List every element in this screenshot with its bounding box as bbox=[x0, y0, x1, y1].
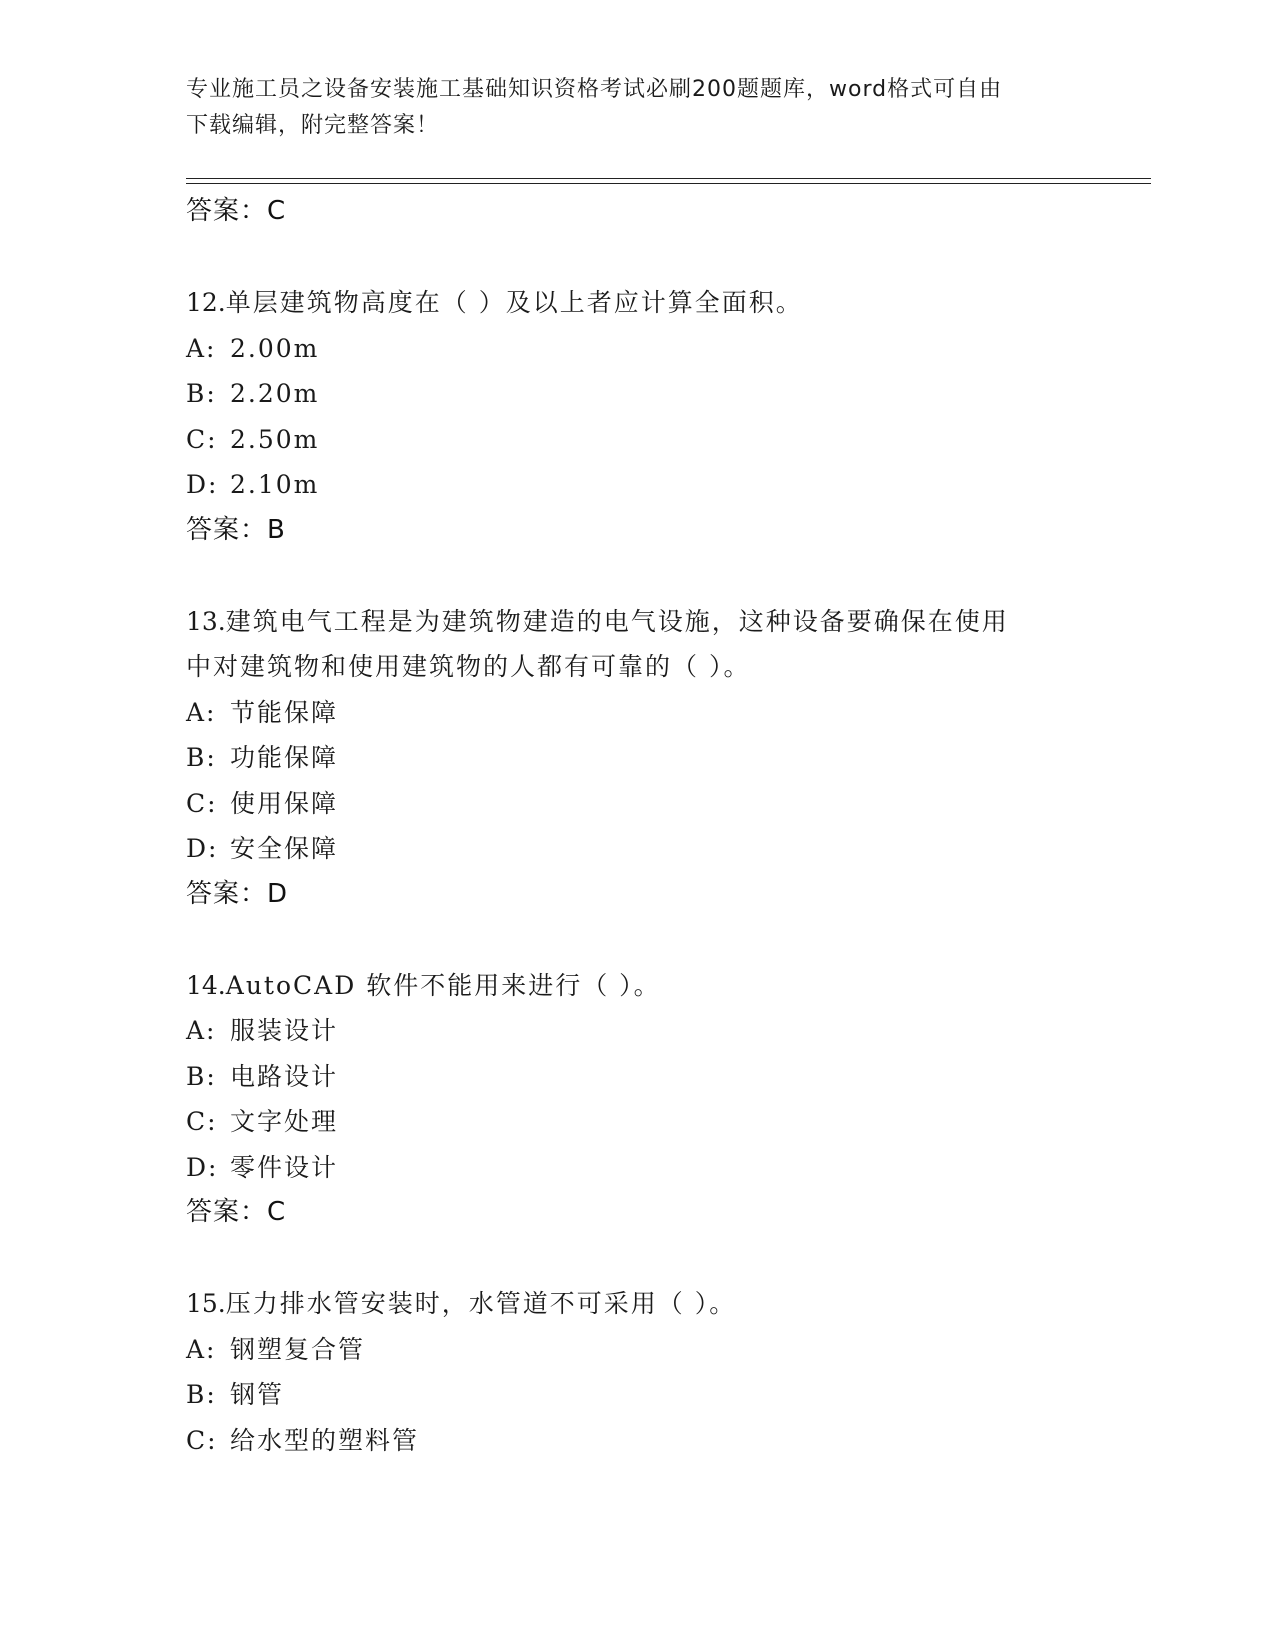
option-label: A: bbox=[186, 1016, 217, 1045]
option-c bbox=[186, 417, 1086, 463]
question-text-line-2: 中对建筑物和使用建筑物的人都有可靠的（ ）。 bbox=[186, 652, 751, 681]
previous-answer: 答案：C bbox=[186, 196, 287, 226]
question-stem bbox=[186, 963, 1086, 1009]
option-b bbox=[186, 1372, 1086, 1418]
question-stem bbox=[186, 1281, 1086, 1327]
option-a bbox=[186, 326, 1086, 372]
option-text: 2.10m bbox=[230, 470, 320, 499]
spacer bbox=[186, 235, 1086, 281]
option-b bbox=[186, 735, 1086, 781]
option-text: 2.50m bbox=[230, 424, 320, 454]
option-d bbox=[186, 1145, 1086, 1191]
option-a bbox=[186, 1327, 1086, 1373]
document-header bbox=[186, 72, 1066, 144]
spacer bbox=[186, 1236, 1086, 1282]
spacer bbox=[186, 917, 1086, 963]
question-text-line-1: 建筑电气工程是为建筑物建造的电气设施，这种设备要确保在使用 bbox=[225, 606, 1009, 636]
option-label: A: bbox=[186, 1334, 217, 1364]
question-number: 15. bbox=[186, 1289, 226, 1318]
option-b bbox=[186, 371, 1086, 417]
option-label: C: bbox=[186, 788, 218, 818]
option-label: D: bbox=[186, 1152, 219, 1182]
option-label: B: bbox=[186, 379, 217, 408]
option-text: 服装设计 bbox=[230, 1016, 339, 1045]
question-number: 12. bbox=[186, 288, 226, 317]
header-line-1: 专业施工员之设备安装施工基础知识资格考试必刷200题题库，word格式可自由 bbox=[186, 77, 1003, 102]
question-12 bbox=[186, 280, 1086, 553]
option-text: 电路设计 bbox=[230, 1061, 339, 1091]
question-stem bbox=[186, 599, 1086, 645]
option-label: D: bbox=[186, 834, 219, 863]
option-text: 钢塑复合管 bbox=[230, 1334, 366, 1364]
option-label: C: bbox=[186, 424, 218, 454]
option-text: 2.00m bbox=[230, 333, 320, 363]
option-text: 节能保障 bbox=[230, 697, 339, 727]
option-text: 给水型的塑料管 bbox=[230, 1425, 420, 1455]
option-a bbox=[186, 1008, 1086, 1054]
question-text: AutoCAD 软件不能用来进行（ ）。 bbox=[225, 970, 661, 1000]
option-label: A: bbox=[186, 333, 217, 363]
question-14 bbox=[186, 963, 1086, 1236]
question-number: 14. bbox=[186, 970, 226, 1000]
option-b bbox=[186, 1054, 1086, 1100]
option-text: 零件设计 bbox=[230, 1152, 339, 1182]
option-label: B: bbox=[186, 1061, 217, 1091]
answer: 答案：C bbox=[186, 1197, 287, 1227]
option-text: 使用保障 bbox=[230, 788, 339, 818]
header-rule-top bbox=[186, 178, 1151, 179]
header-line-2: 下载编辑，附完整答案！ bbox=[186, 113, 440, 138]
question-list bbox=[186, 189, 1086, 1463]
option-label: A: bbox=[186, 697, 217, 727]
option-c bbox=[186, 781, 1086, 827]
header-rule-bottom bbox=[186, 183, 1151, 184]
option-c bbox=[186, 1099, 1086, 1145]
option-text: 文字处理 bbox=[230, 1107, 339, 1136]
question-text: 单层建筑物高度在（ ）及以上者应计算全面积。 bbox=[225, 288, 803, 317]
option-text: 2.20m bbox=[230, 379, 320, 408]
option-label: D: bbox=[186, 470, 219, 499]
option-text: 功能保障 bbox=[230, 743, 339, 772]
option-d bbox=[186, 462, 1086, 508]
option-c bbox=[186, 1418, 1086, 1464]
option-text: 安全保障 bbox=[230, 834, 339, 863]
option-label: B: bbox=[186, 1380, 217, 1409]
option-text: 钢管 bbox=[230, 1380, 285, 1409]
option-label: C: bbox=[186, 1107, 218, 1136]
answer: 答案：B bbox=[186, 514, 286, 545]
question-number: 13. bbox=[186, 606, 226, 636]
option-a bbox=[186, 690, 1086, 736]
option-label: C: bbox=[186, 1425, 218, 1455]
question-stem bbox=[186, 280, 1086, 326]
spacer bbox=[186, 553, 1086, 599]
answer: 答案：D bbox=[186, 878, 289, 909]
question-15 bbox=[186, 1281, 1086, 1463]
option-d bbox=[186, 826, 1086, 872]
option-label: B: bbox=[186, 743, 217, 772]
question-13 bbox=[186, 599, 1086, 918]
question-text: 压力排水管安装时，水管道不可采用（ ）。 bbox=[225, 1289, 737, 1318]
